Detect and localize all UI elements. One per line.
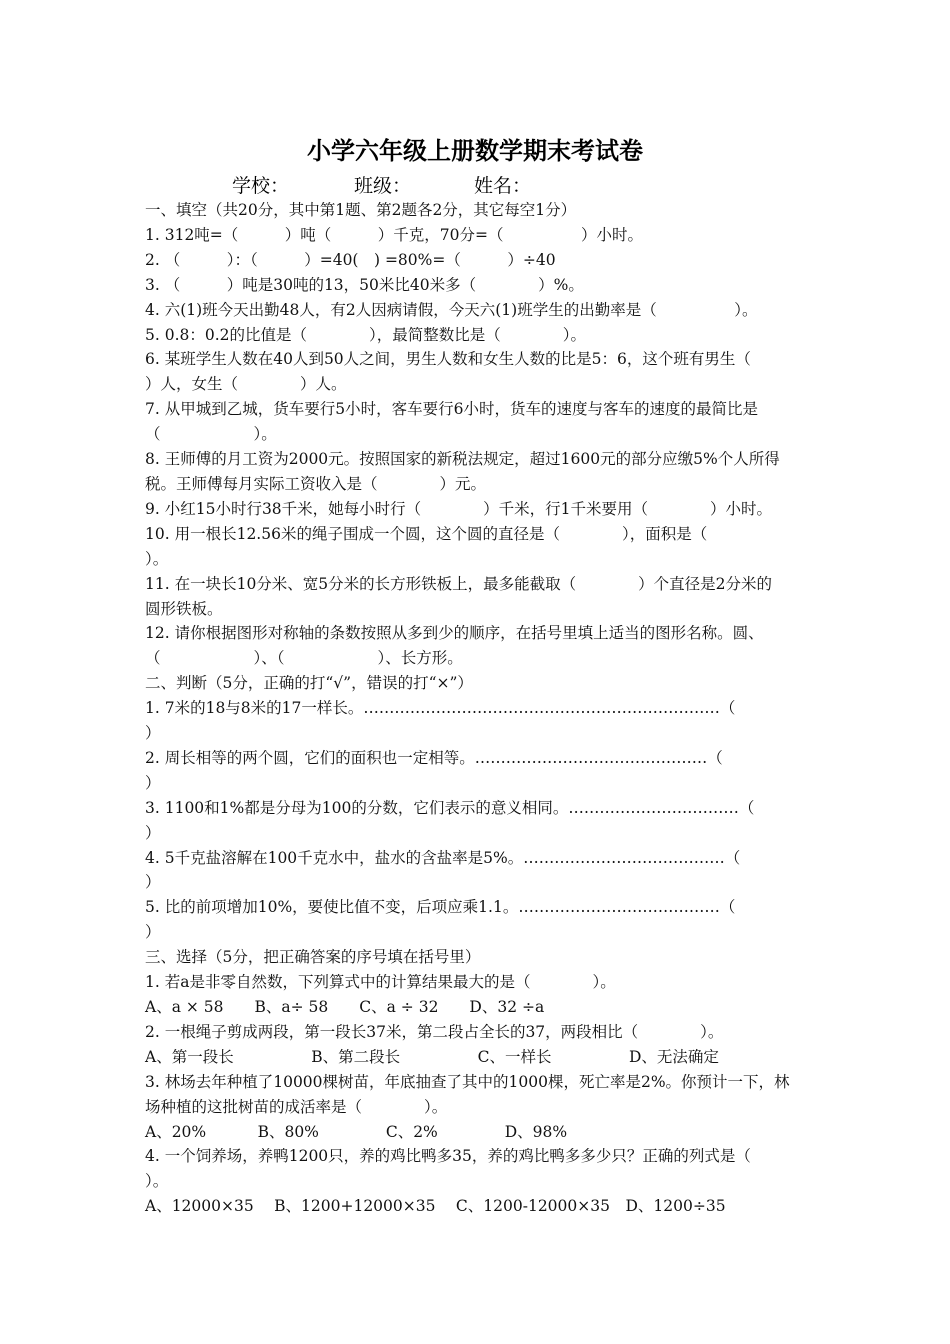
choice-question-2: 2. 一根绳子剪成两段，第一段长37米，第二段占全长的37，两段相比（ ）。 — [145, 1022, 724, 1041]
judge-question-4-line1: 4. 5千克盐溶解在100千克水中，盐水的含盐率是5%。…………………………………（ — [145, 848, 741, 867]
judge-question-3-line1: 3. 1100和1%都是分母为100的分数，它们表示的意义相同。……………………………（ — [145, 798, 755, 817]
choice-question-4-line2: ）。 — [145, 1172, 169, 1191]
school-label: 学校： — [232, 175, 290, 197]
judge-question-2-line2: ） — [145, 773, 161, 792]
fill-question-8-line1: 8. 王师傅的月工资为2000元。按照国家的新税法规定，超过1600元的部分应缴5%个人所得 — [145, 450, 780, 469]
fill-question-7-line2: （ ）。 — [145, 425, 277, 444]
fill-question-2: 2. （ ）：（ ）=40( ) =80%=（ ）÷40 — [145, 250, 556, 269]
exam-body — [145, 198, 810, 1219]
judge-question-1-line2: ） — [145, 724, 161, 743]
fill-question-12-line1: 12. 请你根据图形对称轴的条数按照从多到少的顺序，在括号里填上适当的图形名称。圆、 — [145, 624, 764, 643]
judge-question-2-line1: 2. 周长相等的两个圆，它们的面积也一定相等。………………………………………（ — [145, 748, 723, 767]
class-label: 班级： — [354, 175, 412, 197]
fill-question-8-line2: 税。王师傅每月实际工资收入是（ ）元。 — [145, 474, 487, 493]
choice-question-4-options: A、12000×35 B、1200+12000×35 C、1200-12000×35 D、1200÷35 — [145, 1197, 726, 1216]
section-fill-heading: 一、填空（共20分，其中第1题、第2题各2分，其它每空1分） — [145, 201, 577, 219]
section-choice-heading: 三、选择（5分，把正确答案的序号填在括号里） — [145, 948, 481, 967]
fill-question-6-line2: ）人，女生（ ）人。 — [145, 375, 347, 394]
fill-question-6-line1: 6. 某班学生人数在40人到50人之间，男生人数和女生人数的比是5：6，这个班有男生（ — [145, 350, 751, 369]
section-judge-heading: 二、判断（5分，正确的打“√”，错误的打“×”） — [145, 674, 473, 693]
fill-question-11-line1: 11. 在一块长10分米、宽5分米的长方形铁板上，最多能截取（ ）个直径是2分米的 — [145, 574, 773, 593]
judge-question-5-line2: ） — [145, 923, 161, 942]
choice-question-4-line1: 4. 一个饲养场，养鸭1200只，养的鸡比鸭多35，养的鸡比鸭多多少只？正确的列式是（ — [145, 1147, 751, 1166]
choice-question-3-line1: 3. 林场去年种植了10000棵树苗，年底抽查了其中的1000棵，死亡率是2%。你预计一下，林 — [145, 1072, 790, 1091]
judge-question-1-line1: 1. 7米的18与8米的17一样长。……………………………………………………………（ — [145, 699, 736, 718]
judge-question-5-line1: 5. 比的前项增加10%，要使比值不变，后项应乘1.1。…………………………………（ — [145, 898, 736, 917]
choice-question-1: 1. 若a是非零自然数，下列算式中的计算结果最大的是（ ）。 — [145, 973, 616, 992]
fill-question-1: 1. 312吨=（ ）吨（ ）千克，70分=（ ）小时。 — [145, 225, 644, 244]
judge-question-3-line2: ） — [145, 823, 161, 842]
fill-question-5: 5. 0.8：0.2的比值是（ ），最简整数比是（ ）。 — [145, 325, 587, 344]
fill-question-10-line2: ）。 — [145, 549, 169, 568]
fill-question-11-line2: 圆形铁板。 — [145, 599, 223, 618]
judge-question-4-line2: ） — [145, 873, 161, 892]
fill-question-10-line1: 10. 用一根长12.56米的绳子围成一个圆，这个圆的直径是（ ），面积是（ — [145, 524, 708, 543]
fill-question-4: 4. 六(1)班今天出勤48人，有2人因病请假，今天六(1)班学生的出勤率是（ ）。 — [145, 300, 758, 319]
fill-question-7-line1: 7. 从甲城到乙城，货车要行5小时，客车要行6小时，货车的速度与客车的速度的最简比是 — [145, 400, 758, 419]
fill-question-12-line2: （ ）、（ ）、长方形。 — [145, 649, 463, 668]
name-label: 姓名： — [474, 175, 532, 197]
fill-question-9: 9. 小红15小时行38千米，她每小时行（ ）千米，行1千米要用（ ）小时。 — [145, 499, 773, 518]
page-title: 小学六年级上册数学期末考试卷 — [307, 137, 643, 165]
fill-question-3: 3. （ ）吨是30吨的13，50米比40米多（ ）%。 — [145, 275, 584, 294]
choice-question-2-options: A、第一段长 B、第二段长 C、一样长 D、无法确定 — [145, 1047, 719, 1066]
choice-question-3-options: A、20% B、80% C、2% D、98% — [145, 1122, 568, 1141]
choice-question-1-options: A、a × 58 B、a÷ 58 C、a ÷ 32 D、32 ÷a — [145, 998, 545, 1016]
choice-question-3-line2: 场种植的这批树苗的成活率是（ ）。 — [145, 1097, 448, 1116]
